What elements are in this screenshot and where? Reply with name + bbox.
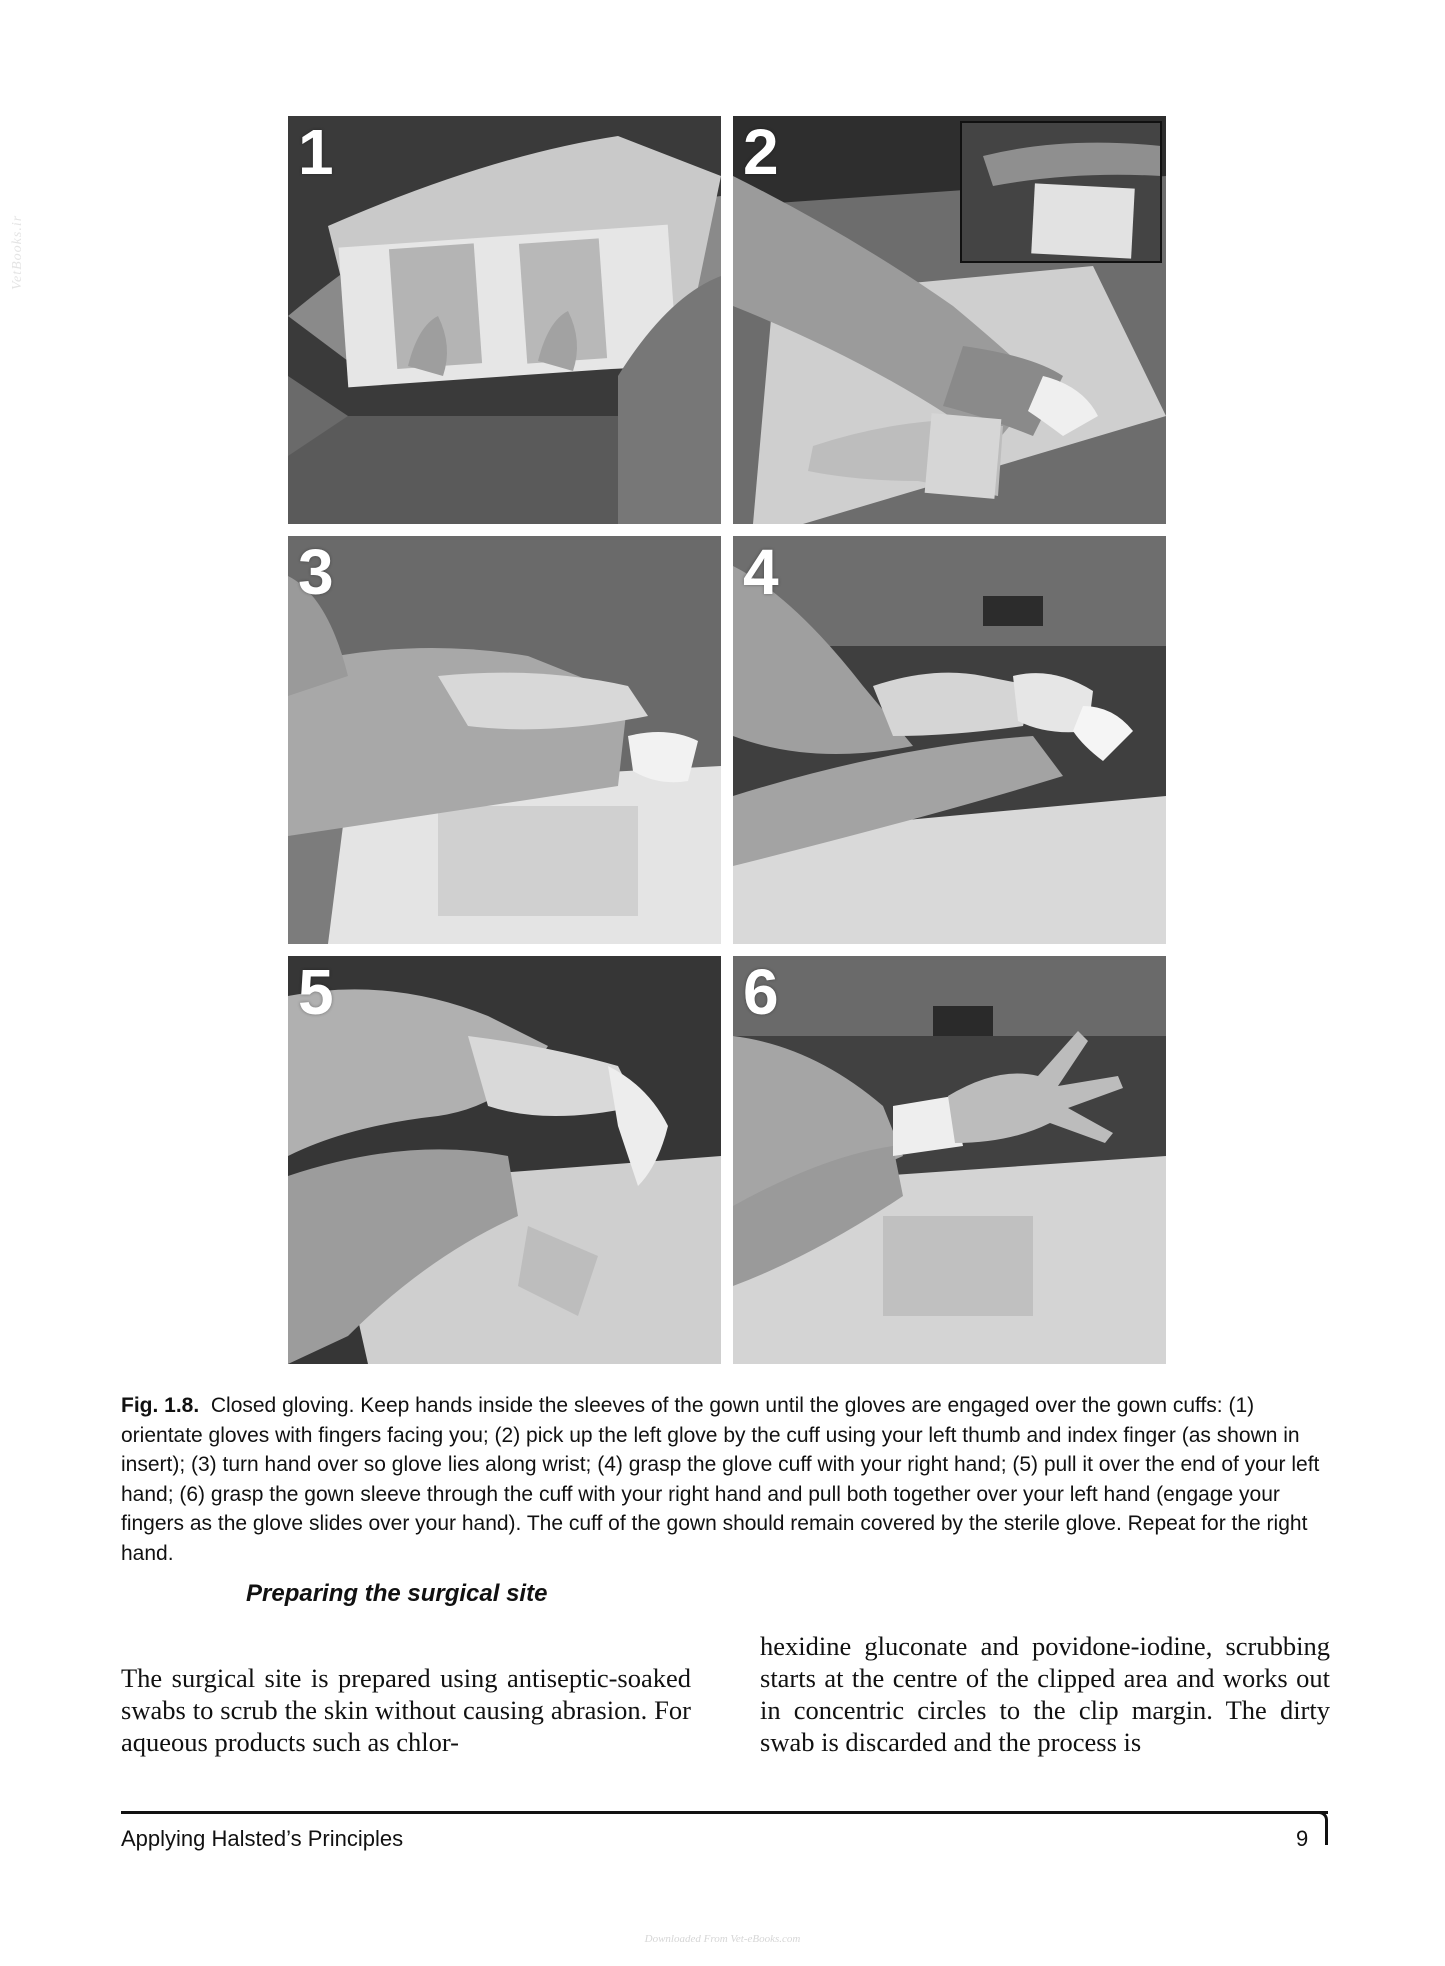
- photo-pick-up-glove: [733, 116, 1166, 524]
- figure-closed-gloving: [288, 116, 1166, 1364]
- figure-caption: [121, 1391, 1331, 1568]
- photo-gloved-hand: [733, 956, 1166, 1364]
- photo-panel-1: [288, 116, 721, 524]
- side-watermark: VetBooks.ir: [10, 214, 25, 290]
- photo-pull-glove-over-hand: [288, 956, 721, 1364]
- body-text-right-column: hexidine gluconate and povidone-iodine, scrubbing starts at the centre of the clipped area and works out in concentric circles to the clip margin. The dirty swab is discarded and the process is: [760, 1631, 1330, 1757]
- footer-watermark: Downloaded From Vet-eBooks.com: [644, 1933, 801, 1945]
- panel-number: 1: [298, 116, 334, 188]
- photo-panel-2: [733, 116, 1166, 524]
- panel-number: 6: [743, 956, 779, 1028]
- body-text-left-column: The surgical site is prepared using antiseptic-soaked swabs to scrub the skin without causing abrasion. For aqueous products such as chlor-: [121, 1663, 691, 1757]
- footer-rule: [121, 1811, 1328, 1814]
- photo-panel-5: [288, 956, 721, 1364]
- photo-glove-along-wrist: [288, 536, 721, 944]
- panel-number: 4: [743, 536, 779, 608]
- photo-grasp-cuff: [733, 536, 1166, 944]
- page-number: 9: [1296, 1826, 1309, 1851]
- panel-number: 5: [298, 956, 334, 1028]
- photo-panel-3: [288, 536, 721, 944]
- footer-rule-corner: [1318, 1811, 1328, 1845]
- figure-label: Fig. 1.8.: [121, 1394, 200, 1417]
- panel-number: 2: [743, 116, 779, 188]
- photo-glove-packet: [288, 116, 721, 524]
- caption-text: Closed gloving. Keep hands inside the sleeves of the gown until the gloves are engaged over the gown cuffs: (1) orientate gloves with fingers facing you; (2) pick up the left glove by the cuff using your left thumb and index finger (as shown in insert); (3) turn hand over so glove lies along wrist; (4) grasp the glove cuff with your right hand; (5) pull it over the end of your left hand; (6) grasp the gown sleeve through the cuff with your right hand and pull both together over your left hand (engage your fingers as the glove slides over your hand). The cuff of the gown should remain covered by the sterile glove. Repeat for the right hand.: [121, 1394, 1320, 1565]
- photo-panel-4: [733, 536, 1166, 944]
- panel-number: 3: [298, 536, 334, 608]
- section-heading: Preparing the surgical site: [246, 1580, 548, 1607]
- photo-panel-6: [733, 956, 1166, 1364]
- running-title: Applying Halsted’s Principles: [121, 1826, 404, 1851]
